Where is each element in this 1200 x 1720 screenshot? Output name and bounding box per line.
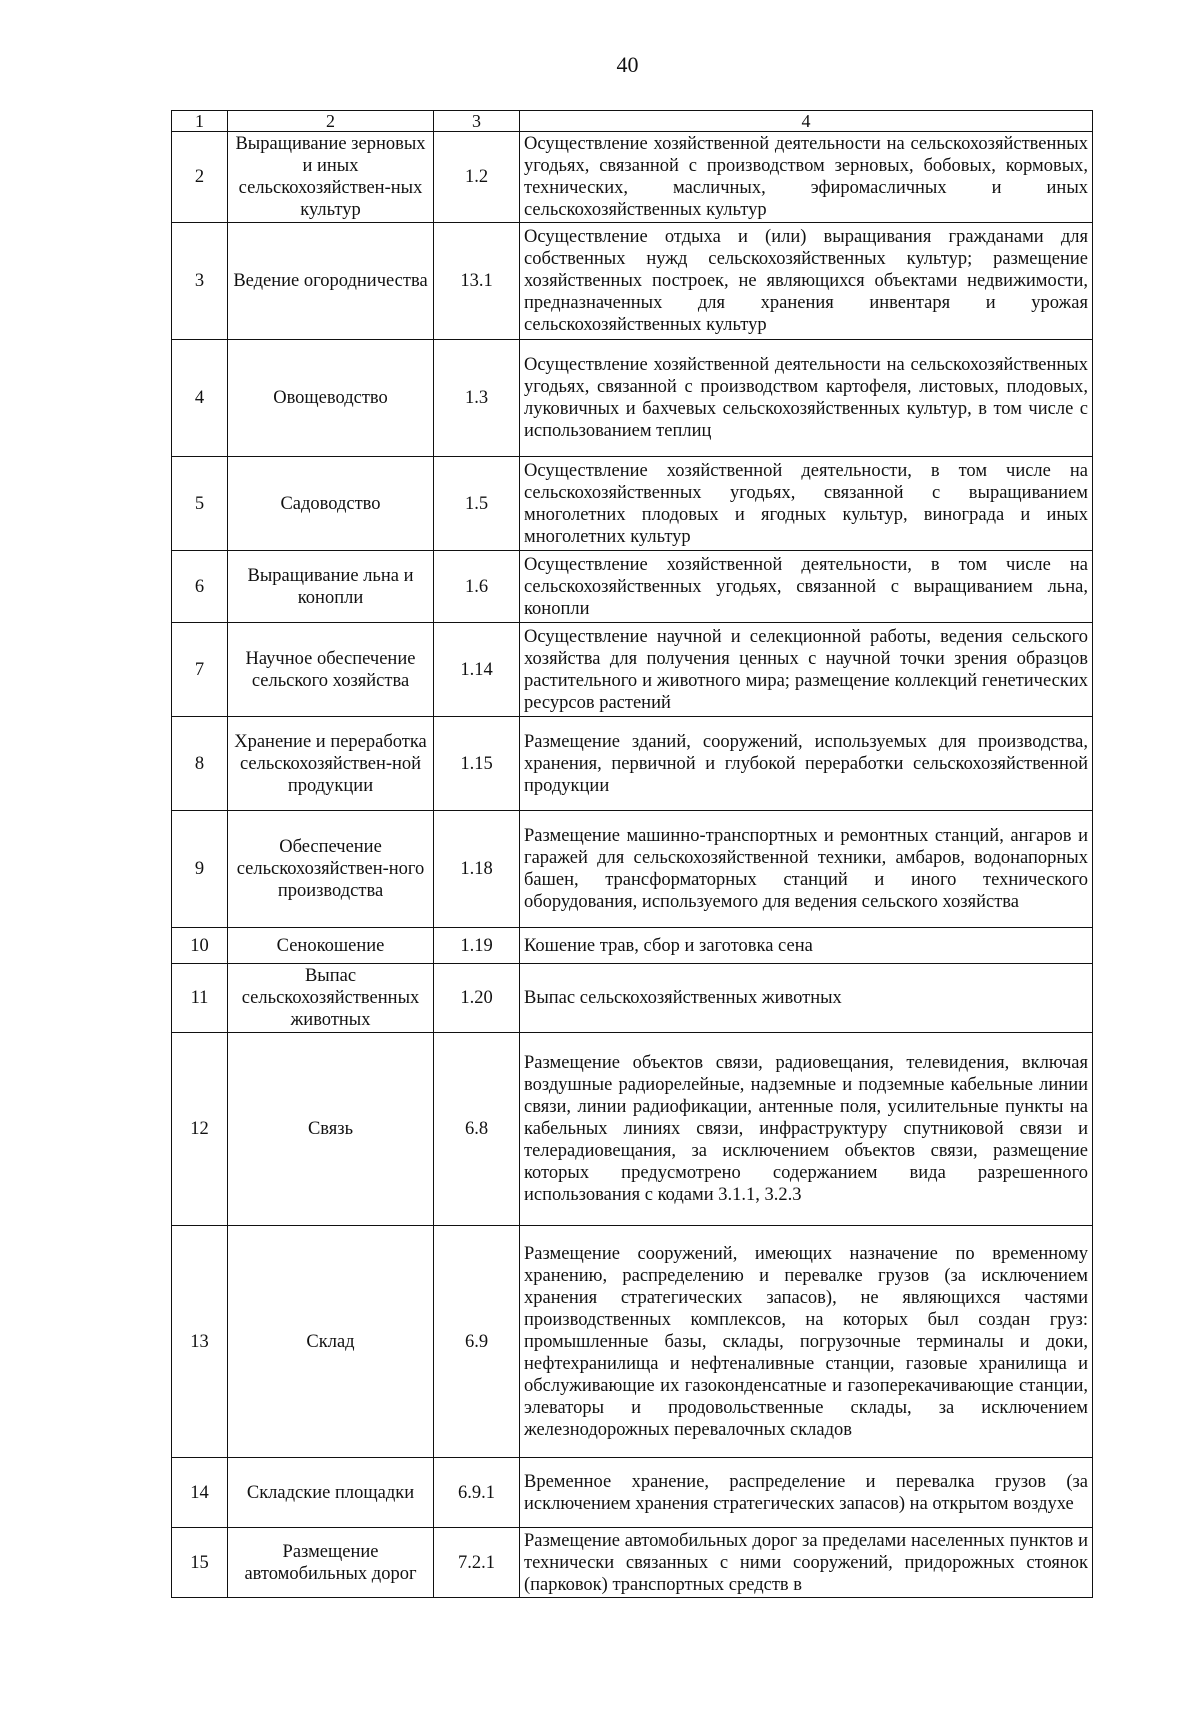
- table-row: [172, 1458, 1093, 1528]
- use-type-name: Обеспечение сельскохозяйствен-ного производства: [228, 811, 434, 928]
- use-type-code: 13.1: [434, 223, 520, 340]
- row-number: 10: [172, 928, 228, 964]
- use-type-description: Осуществление научной и селекционной работы, ведения сельского хозяйства для получения ценных с научной точки зрения образцов растительного и животного мира; размещение коллекций генетических ресурсов растений: [520, 623, 1093, 717]
- use-type-name: Размещение автомобильных дорог: [228, 1528, 434, 1598]
- use-type-code: 6.9: [434, 1226, 520, 1458]
- use-type-code: 1.6: [434, 551, 520, 623]
- use-type-name: Сенокошение: [228, 928, 434, 964]
- use-type-description: Осуществление хозяйственной деятельности на сельскохозяйственных угодьях, связанной с производством зерновых, бобовых, кормовых, технических, масличных, эфиромасличных и иных сельскохозяйственных культур: [520, 132, 1093, 223]
- use-type-code: 1.14: [434, 623, 520, 717]
- table-row: [172, 223, 1093, 340]
- table-row: [172, 132, 1093, 223]
- use-type-description: Размещение объектов связи, радиовещания, телевидения, включая воздушные радиорелейные, надземные и подземные кабельные линии связи, линии радиофикации, антенные поля, усилительные пункты на кабельных линиях связи, инфраструктуру спутниковой связи и телерадиовещания, за исключением объектов связи, размещение которых предусмотрено содержанием вида разрешенного использования с кодами 3.1.1, 3.2.3: [520, 1033, 1093, 1226]
- page-number: 40: [616, 52, 639, 77]
- row-number: 6: [172, 551, 228, 623]
- use-type-name: Связь: [228, 1033, 434, 1226]
- table-row: [172, 717, 1093, 811]
- row-number: 15: [172, 1528, 228, 1598]
- header-cell: 3: [434, 111, 520, 132]
- row-number: 5: [172, 457, 228, 551]
- row-number: 12: [172, 1033, 228, 1226]
- row-number: 11: [172, 964, 228, 1033]
- use-type-description: Осуществление хозяйственной деятельности, в том числе на сельскохозяйственных угодьях, связанной с выращиванием льна, конопли: [520, 551, 1093, 623]
- use-type-name: Овощеводство: [228, 340, 434, 457]
- use-type-name: Хранение и переработка сельскохозяйствен-ной продукции: [228, 717, 434, 811]
- use-type-description: Осуществление отдыха и (или) выращивания гражданами для собственных нужд сельскохозяйственных культур; размещение хозяйственных построек, не являющихся объектами недвижимости, предназначенных для хранения инвентаря и урожая сельскохозяйственных культур: [520, 223, 1093, 340]
- use-type-code: 1.18: [434, 811, 520, 928]
- table-row: [172, 340, 1093, 457]
- use-type-code: 1.19: [434, 928, 520, 964]
- table-row: [172, 928, 1093, 964]
- use-type-name: Садоводство: [228, 457, 434, 551]
- row-number: 4: [172, 340, 228, 457]
- use-type-description: Временное хранение, распределение и перевалка грузов (за исключением хранения стратегических запасов) на открытом воздухе: [520, 1458, 1093, 1528]
- table-row: [172, 964, 1093, 1033]
- table-row: [172, 1226, 1093, 1458]
- use-type-code: 1.15: [434, 717, 520, 811]
- use-type-name: Выпас сельскохозяйственных животных: [228, 964, 434, 1033]
- table-row: [172, 811, 1093, 928]
- use-type-code: 6.9.1: [434, 1458, 520, 1528]
- use-type-code: 1.20: [434, 964, 520, 1033]
- use-type-code: 1.2: [434, 132, 520, 223]
- use-type-name: Ведение огородничества: [228, 223, 434, 340]
- header-cell: 4: [520, 111, 1093, 132]
- use-type-code: 7.2.1: [434, 1528, 520, 1598]
- use-type-description: Размещение машинно-транспортных и ремонтных станций, ангаров и гаражей для сельскохозяйственной техники, амбаров, водонапорных башен, трансформаторных станций и иного технического оборудования, используемого для ведения сельского хозяйства: [520, 811, 1093, 928]
- use-type-code: 6.8: [434, 1033, 520, 1226]
- use-type-code: 1.5: [434, 457, 520, 551]
- use-type-description: Размещение зданий, сооружений, используемых для производства, хранения, первичной и глубокой переработки сельскохозяйственной продукции: [520, 717, 1093, 811]
- row-number: 2: [172, 132, 228, 223]
- table-row: [172, 1033, 1093, 1226]
- row-number: 7: [172, 623, 228, 717]
- use-type-description: Размещение сооружений, имеющих назначение по временному хранению, распределению и перевалке грузов (за исключением хранения стратегических запасов), не являющихся частями производственных комплексов, на которых был создан груз: промышленные базы, склады, погрузочные терминалы и доки, нефтехранилища и нефтеналивные станции, газовые хранилища и обслуживающие их газоконденсатные и газоперекачивающие станции, элеваторы и продовольственные склады, за исключением железнодорожных перевалочных складов: [520, 1226, 1093, 1458]
- row-number: 3: [172, 223, 228, 340]
- use-type-name: Складские площадки: [228, 1458, 434, 1528]
- table-row: [172, 623, 1093, 717]
- table-header-row: [172, 111, 1093, 132]
- use-type-description: Размещение автомобильных дорог за пределами населенных пунктов и технически связанных с ними сооружений, придорожных стоянок (парковок) транспортных средств в: [520, 1528, 1093, 1598]
- use-type-description: Осуществление хозяйственной деятельности на сельскохозяйственных угодьях, связанной с производством картофеля, листовых, плодовых, луковичных и бахчевых сельскохозяйственных культур, в том числе с использованием теплиц: [520, 340, 1093, 457]
- row-number: 9: [172, 811, 228, 928]
- table-row: [172, 551, 1093, 623]
- use-type-description: Осуществление хозяйственной деятельности, в том числе на сельскохозяйственных угодьях, связанной с выращиванием многолетних плодовых и ягодных культур, винограда и иных многолетних культур: [520, 457, 1093, 551]
- use-type-description: Выпас сельскохозяйственных животных: [520, 964, 1093, 1033]
- use-type-code: 1.3: [434, 340, 520, 457]
- table-row: [172, 457, 1093, 551]
- land-use-table: [171, 110, 1093, 1598]
- use-type-name: Научное обеспечение сельского хозяйства: [228, 623, 434, 717]
- header-cell: 1: [172, 111, 228, 132]
- table-row: [172, 1528, 1093, 1598]
- row-number: 8: [172, 717, 228, 811]
- use-type-name: Выращивание зерновых и иных сельскохозяйствен-ных культур: [228, 132, 434, 223]
- use-type-description: Кошение трав, сбор и заготовка сена: [520, 928, 1093, 964]
- header-cell: 2: [228, 111, 434, 132]
- use-type-name: Склад: [228, 1226, 434, 1458]
- use-type-name: Выращивание льна и конопли: [228, 551, 434, 623]
- row-number: 13: [172, 1226, 228, 1458]
- row-number: 14: [172, 1458, 228, 1528]
